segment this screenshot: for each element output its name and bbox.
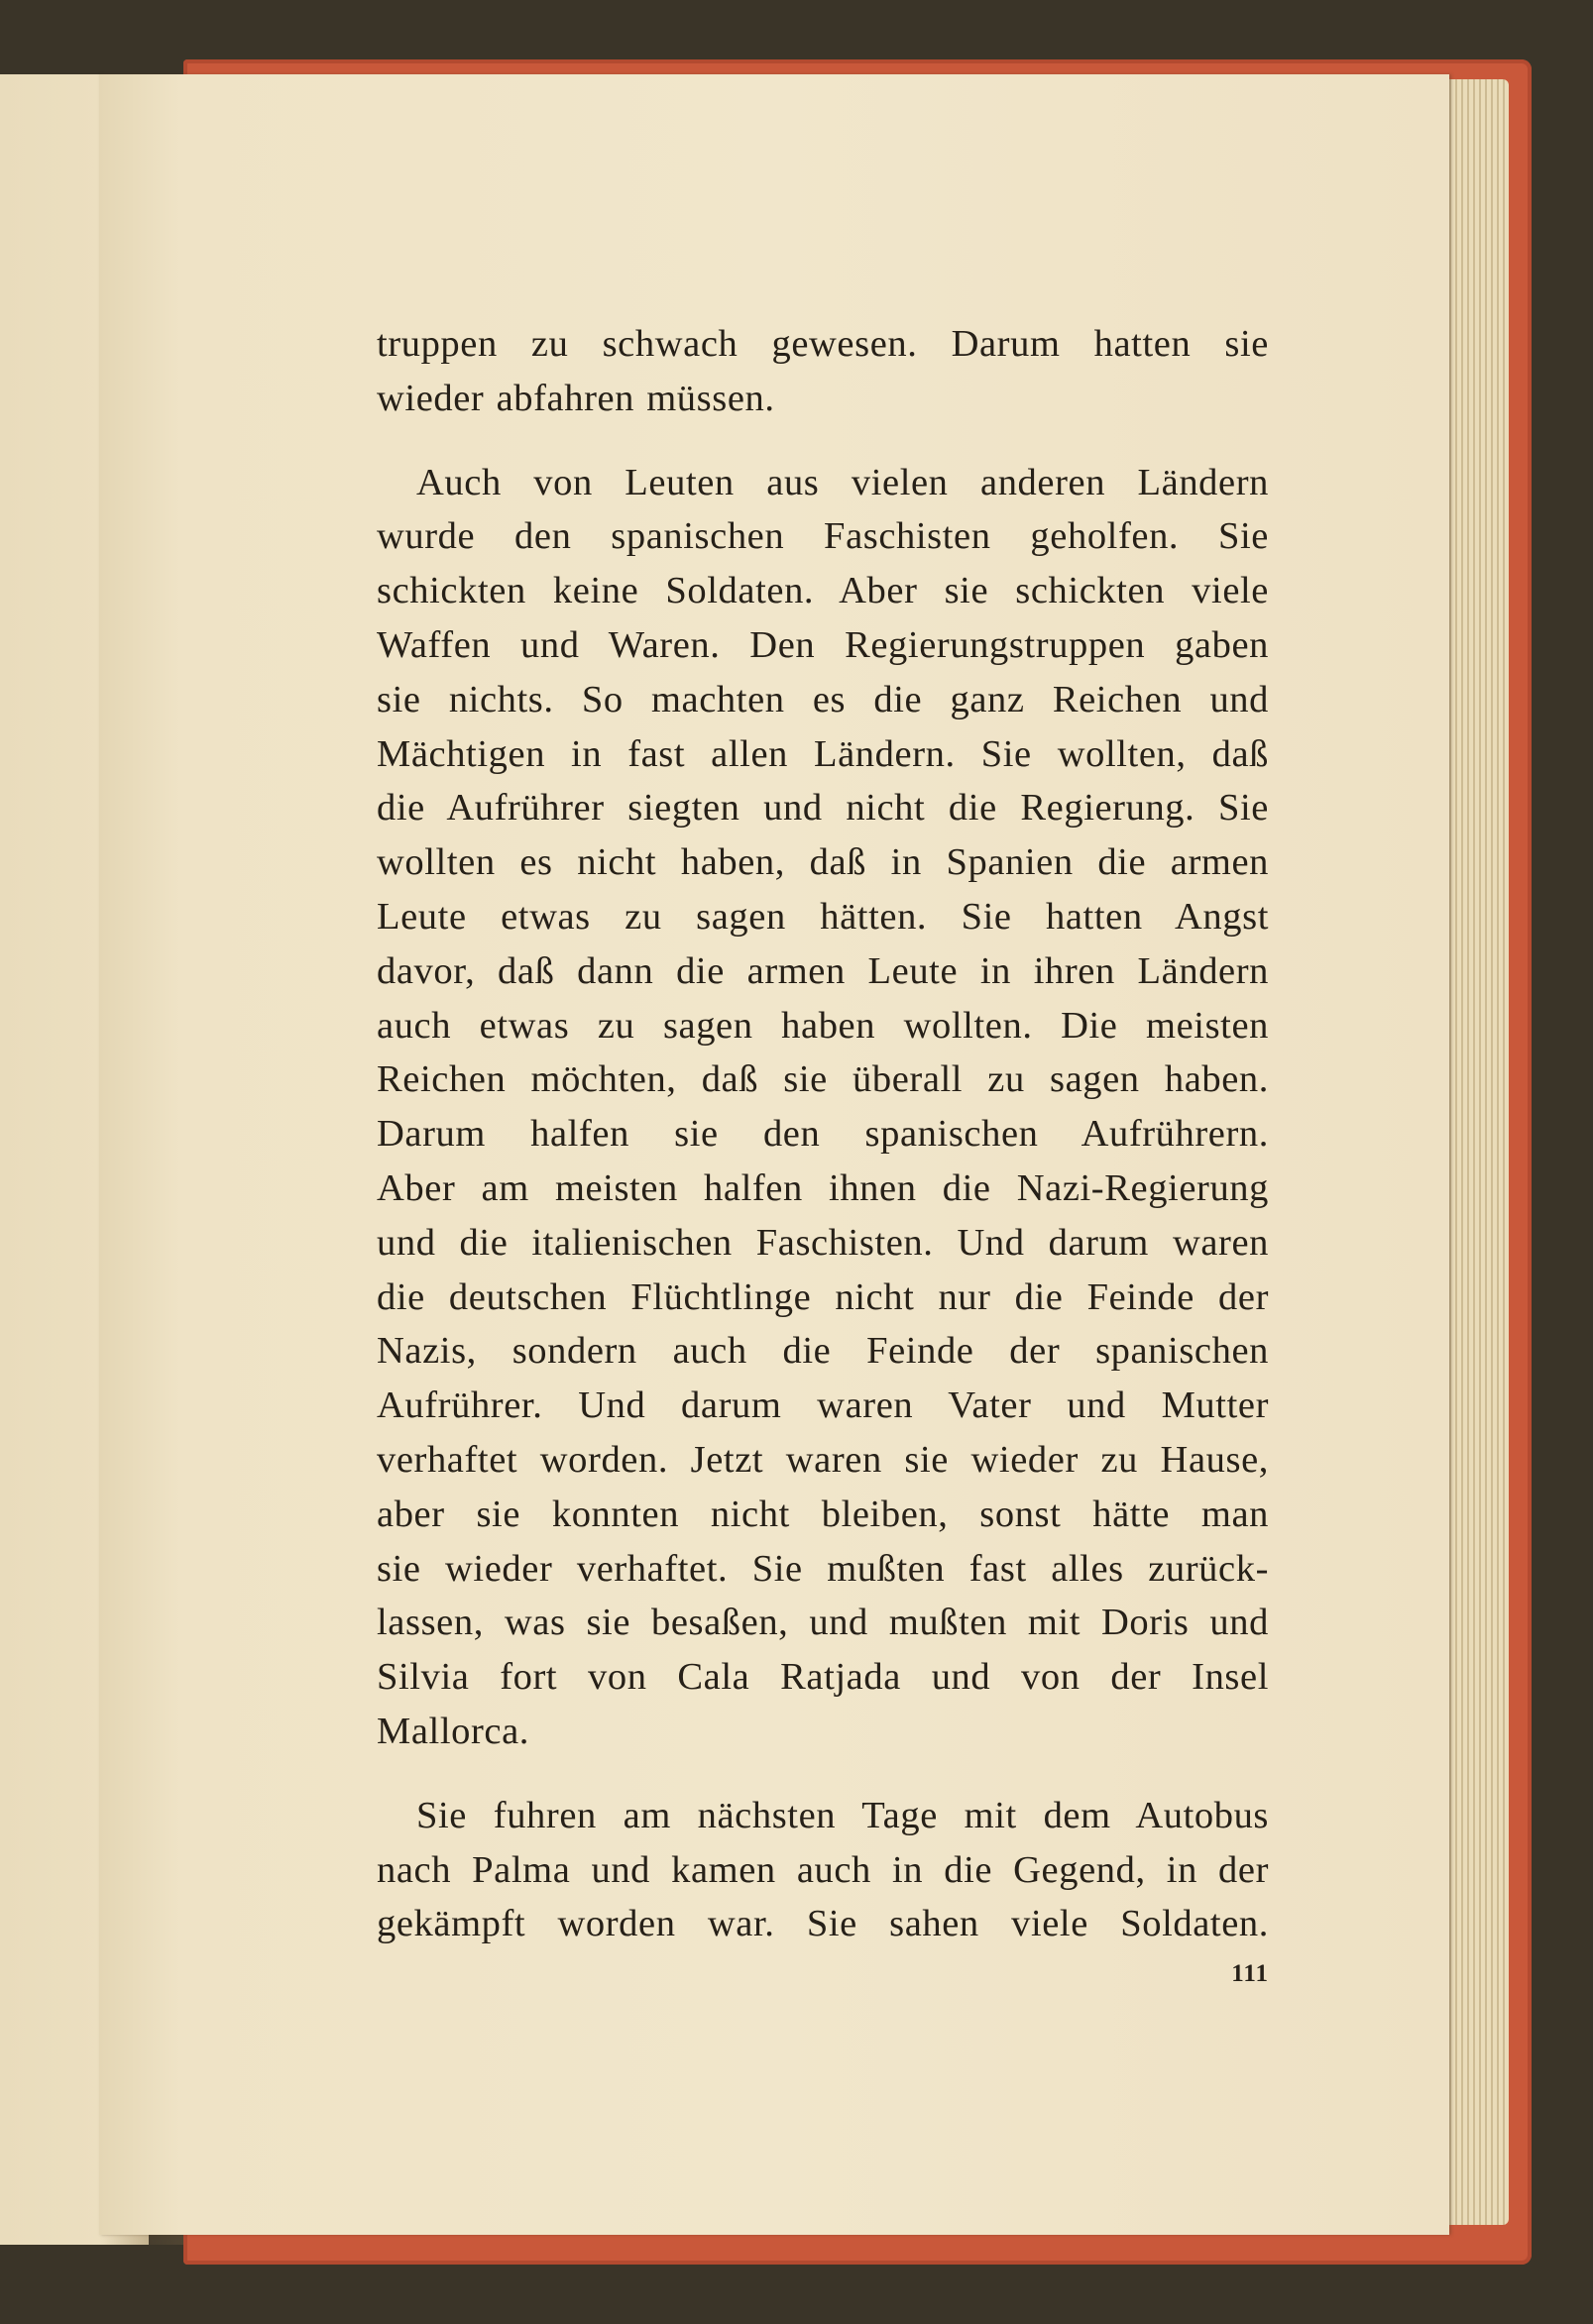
text-line: wollten es nicht haben, daß in Spanien die armen (377, 841, 1269, 884)
text-line: Leute etwas zu sagen hätten. Sie hatten Angst (377, 895, 1269, 938)
text-line: wurde den spanischen Faschisten geholfen. Sie (377, 515, 1269, 558)
text-line: Aufrührer. Und darum waren Vater und Mutter (377, 1384, 1269, 1427)
paragraph-3 (377, 1789, 1269, 1951)
text-line: Mächtigen in fast allen Ländern. Sie wollten, daß (377, 732, 1269, 775)
text-line: wieder abfahren müssen. (377, 377, 775, 419)
body-text (377, 317, 1269, 1951)
text-line: truppen zu schwach gewesen. Darum hatten sie (377, 323, 1269, 365)
book-page (99, 74, 1449, 2235)
paragraph-2 (377, 456, 1269, 1759)
text-line: schickten keine Soldaten. Aber sie schickten viele (377, 570, 1269, 612)
text-line: Reichen möchten, daß sie überall zu sagen haben. (377, 1058, 1269, 1101)
page-number: 111 (1231, 1960, 1269, 1987)
text-line: lassen, was sie besaßen, und mußten mit Doris und (377, 1602, 1269, 1644)
text-line: Waffen und Waren. Den Regierungstruppen gaben (377, 623, 1269, 666)
text-line: sie nichts. So machten es die ganz Reichen und (377, 678, 1269, 720)
text-line: die Aufrührer siegten und nicht die Regierung. Sie (377, 787, 1269, 830)
text-line: davor, daß dann die armen Leute in ihren Ländern (377, 949, 1269, 992)
text-line: Nazis, sondern auch die Feinde der spanischen (377, 1330, 1269, 1373)
text-line: nach Palma und kamen auch in die Gegend, in der (377, 1848, 1269, 1891)
text-line: aber sie konnten nicht bleiben, sonst hätte man (377, 1493, 1269, 1535)
text-line: auch etwas zu sagen haben wollten. Die meisten (377, 1004, 1269, 1047)
text-line: Auch von Leuten aus vielen anderen Ländern (416, 461, 1269, 503)
text-line: Mallorca. (377, 1710, 529, 1752)
text-line: gekämpft worden war. Sie sahen viele Soldaten. (377, 1903, 1269, 1945)
text-line: und die italienischen Faschisten. Und darum waren (377, 1221, 1269, 1264)
text-line: Silvia fort von Cala Ratjada und von der Insel (377, 1656, 1269, 1699)
text-line: Darum halfen sie den spanischen Aufrührern. (377, 1113, 1269, 1156)
paragraph-1 (377, 317, 1269, 426)
text-line: Aber am meisten halfen ihnen die Nazi-Regierung (377, 1166, 1269, 1209)
text-line: Sie fuhren am nächsten Tage mit dem Autobus (416, 1794, 1269, 1836)
text-line: verhaftet worden. Jetzt waren sie wieder zu Hause, (377, 1438, 1269, 1481)
text-line: sie wieder verhaftet. Sie mußten fast alles zurück- (377, 1547, 1269, 1590)
text-line: die deutschen Flüchtlinge nicht nur die Feinde der (377, 1275, 1269, 1318)
